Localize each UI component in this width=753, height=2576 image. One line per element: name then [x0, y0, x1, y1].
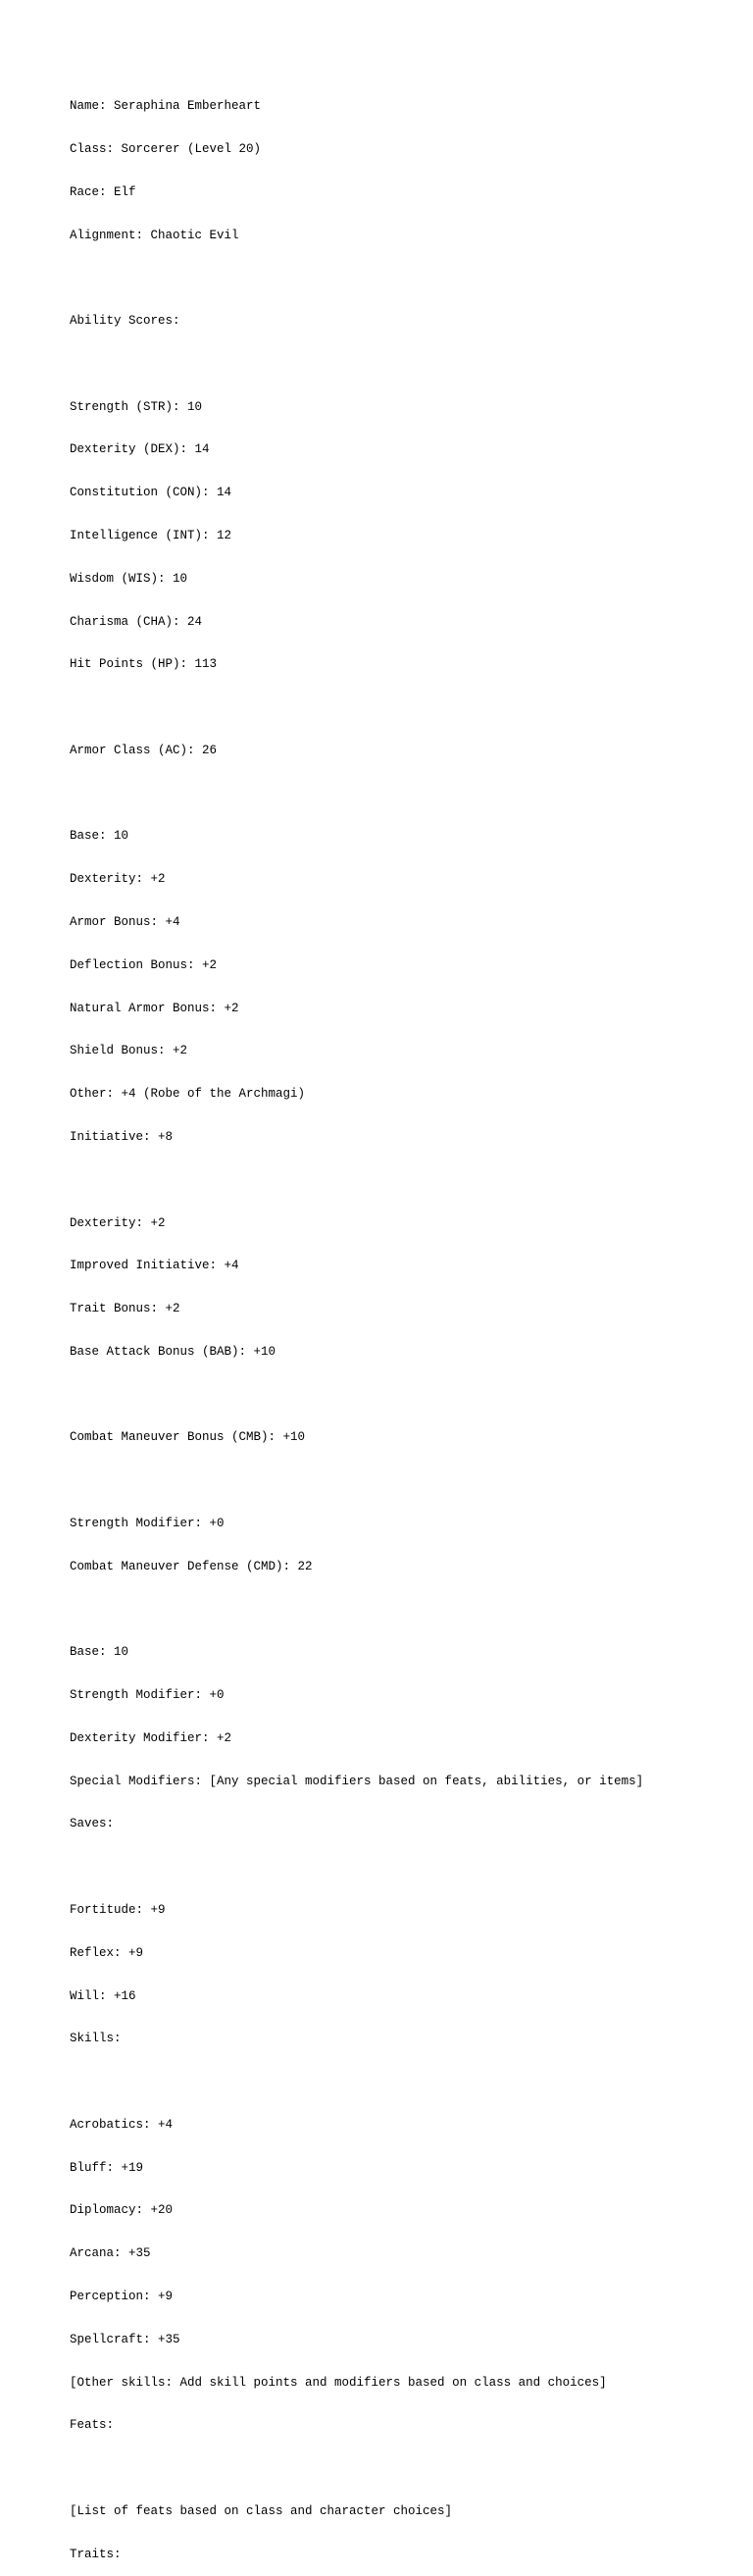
blank-line — [70, 2075, 717, 2089]
blank-line — [70, 1173, 717, 1188]
fortitude-line: Fortitude: +9 — [70, 1903, 166, 1917]
cmb-heading: Combat Maneuver Bonus (CMB): +10 — [70, 1430, 306, 1445]
alignment-line: Alignment: Chaotic Evil — [70, 228, 239, 242]
other-skills-line: [Other skills: Add skill points and modifiers based on class and choices] — [70, 2375, 607, 2390]
charisma-line: Charisma (CHA): 24 — [70, 614, 203, 629]
cmd-dexterity-modifier-line: Dexterity Modifier: +2 — [70, 1730, 232, 1745]
cmd-base-line: Base: 10 — [70, 1645, 129, 1660]
cmb-strength-modifier-line: Strength Modifier: +0 — [70, 1516, 225, 1530]
traits-heading: Traits: — [70, 2547, 122, 2561]
acrobatics-line: Acrobatics: +4 — [70, 2117, 174, 2132]
ac-base-line: Base: 10 — [70, 829, 129, 844]
character-sheet-document — [70, 71, 717, 2576]
will-line: Will: +16 — [70, 1988, 136, 2003]
reflex-line: Reflex: +9 — [70, 1945, 144, 1960]
dexterity-line: Dexterity (DEX): 14 — [70, 442, 210, 457]
blank-line — [70, 1603, 717, 1618]
other-bonus-line: Other: +4 (Robe of the Archmagi) — [70, 1087, 306, 1102]
blank-line — [70, 787, 717, 801]
feats-list-line: [List of feats based on class and character choices] — [70, 2503, 453, 2518]
improved-initiative-line: Improved Initiative: +4 — [70, 1259, 239, 1273]
perception-line: Perception: +9 — [70, 2290, 174, 2304]
class-line: Class: Sorcerer (Level 20) — [70, 141, 262, 156]
skills-heading: Skills: — [70, 2032, 122, 2046]
feats-heading: Feats: — [70, 2418, 115, 2433]
trait-bonus-line: Trait Bonus: +2 — [70, 1302, 180, 1316]
arcana-line: Arcana: +35 — [70, 2246, 151, 2261]
spellcraft-line: Spellcraft: +35 — [70, 2332, 180, 2346]
shield-bonus-line: Shield Bonus: +2 — [70, 1044, 188, 1058]
initiative-dexterity-line: Dexterity: +2 — [70, 1215, 166, 1230]
bluff-line: Bluff: +19 — [70, 2160, 144, 2175]
constitution-line: Constitution (CON): 14 — [70, 486, 232, 500]
deflection-bonus-line: Deflection Bonus: +2 — [70, 957, 218, 972]
name-line: Name: Seraphina Emberheart — [70, 99, 262, 114]
wisdom-line: Wisdom (WIS): 10 — [70, 571, 188, 586]
ability-scores-heading: Ability Scores: — [70, 314, 180, 329]
blank-line — [70, 1388, 717, 1403]
blank-line — [70, 1473, 717, 1488]
strength-line: Strength (STR): 10 — [70, 399, 203, 414]
special-modifiers-line: Special Modifiers: [Any special modifiers based on feats, abilities, or items] — [70, 1774, 644, 1788]
ac-dexterity-line: Dexterity: +2 — [70, 872, 166, 887]
race-line: Race: Elf — [70, 184, 136, 199]
blank-line — [70, 2461, 717, 2476]
saves-heading: Saves: — [70, 1817, 115, 1831]
armor-bonus-line: Armor Bonus: +4 — [70, 915, 180, 930]
blank-line — [70, 357, 717, 372]
cmd-strength-modifier-line: Strength Modifier: +0 — [70, 1688, 225, 1703]
armor-class-heading: Armor Class (AC): 26 — [70, 743, 218, 757]
blank-line — [70, 271, 717, 285]
diplomacy-line: Diplomacy: +20 — [70, 2203, 174, 2218]
intelligence-line: Intelligence (INT): 12 — [70, 529, 232, 542]
blank-line — [70, 700, 717, 715]
natural-armor-bonus-line: Natural Armor Bonus: +2 — [70, 1001, 239, 1015]
hit-points-line: Hit Points (HP): 113 — [70, 657, 218, 672]
initiative-heading: Initiative: +8 — [70, 1129, 174, 1144]
cmd-heading: Combat Maneuver Defense (CMD): 22 — [70, 1559, 313, 1573]
bab-line: Base Attack Bonus (BAB): +10 — [70, 1344, 276, 1359]
blank-line — [70, 1860, 717, 1875]
